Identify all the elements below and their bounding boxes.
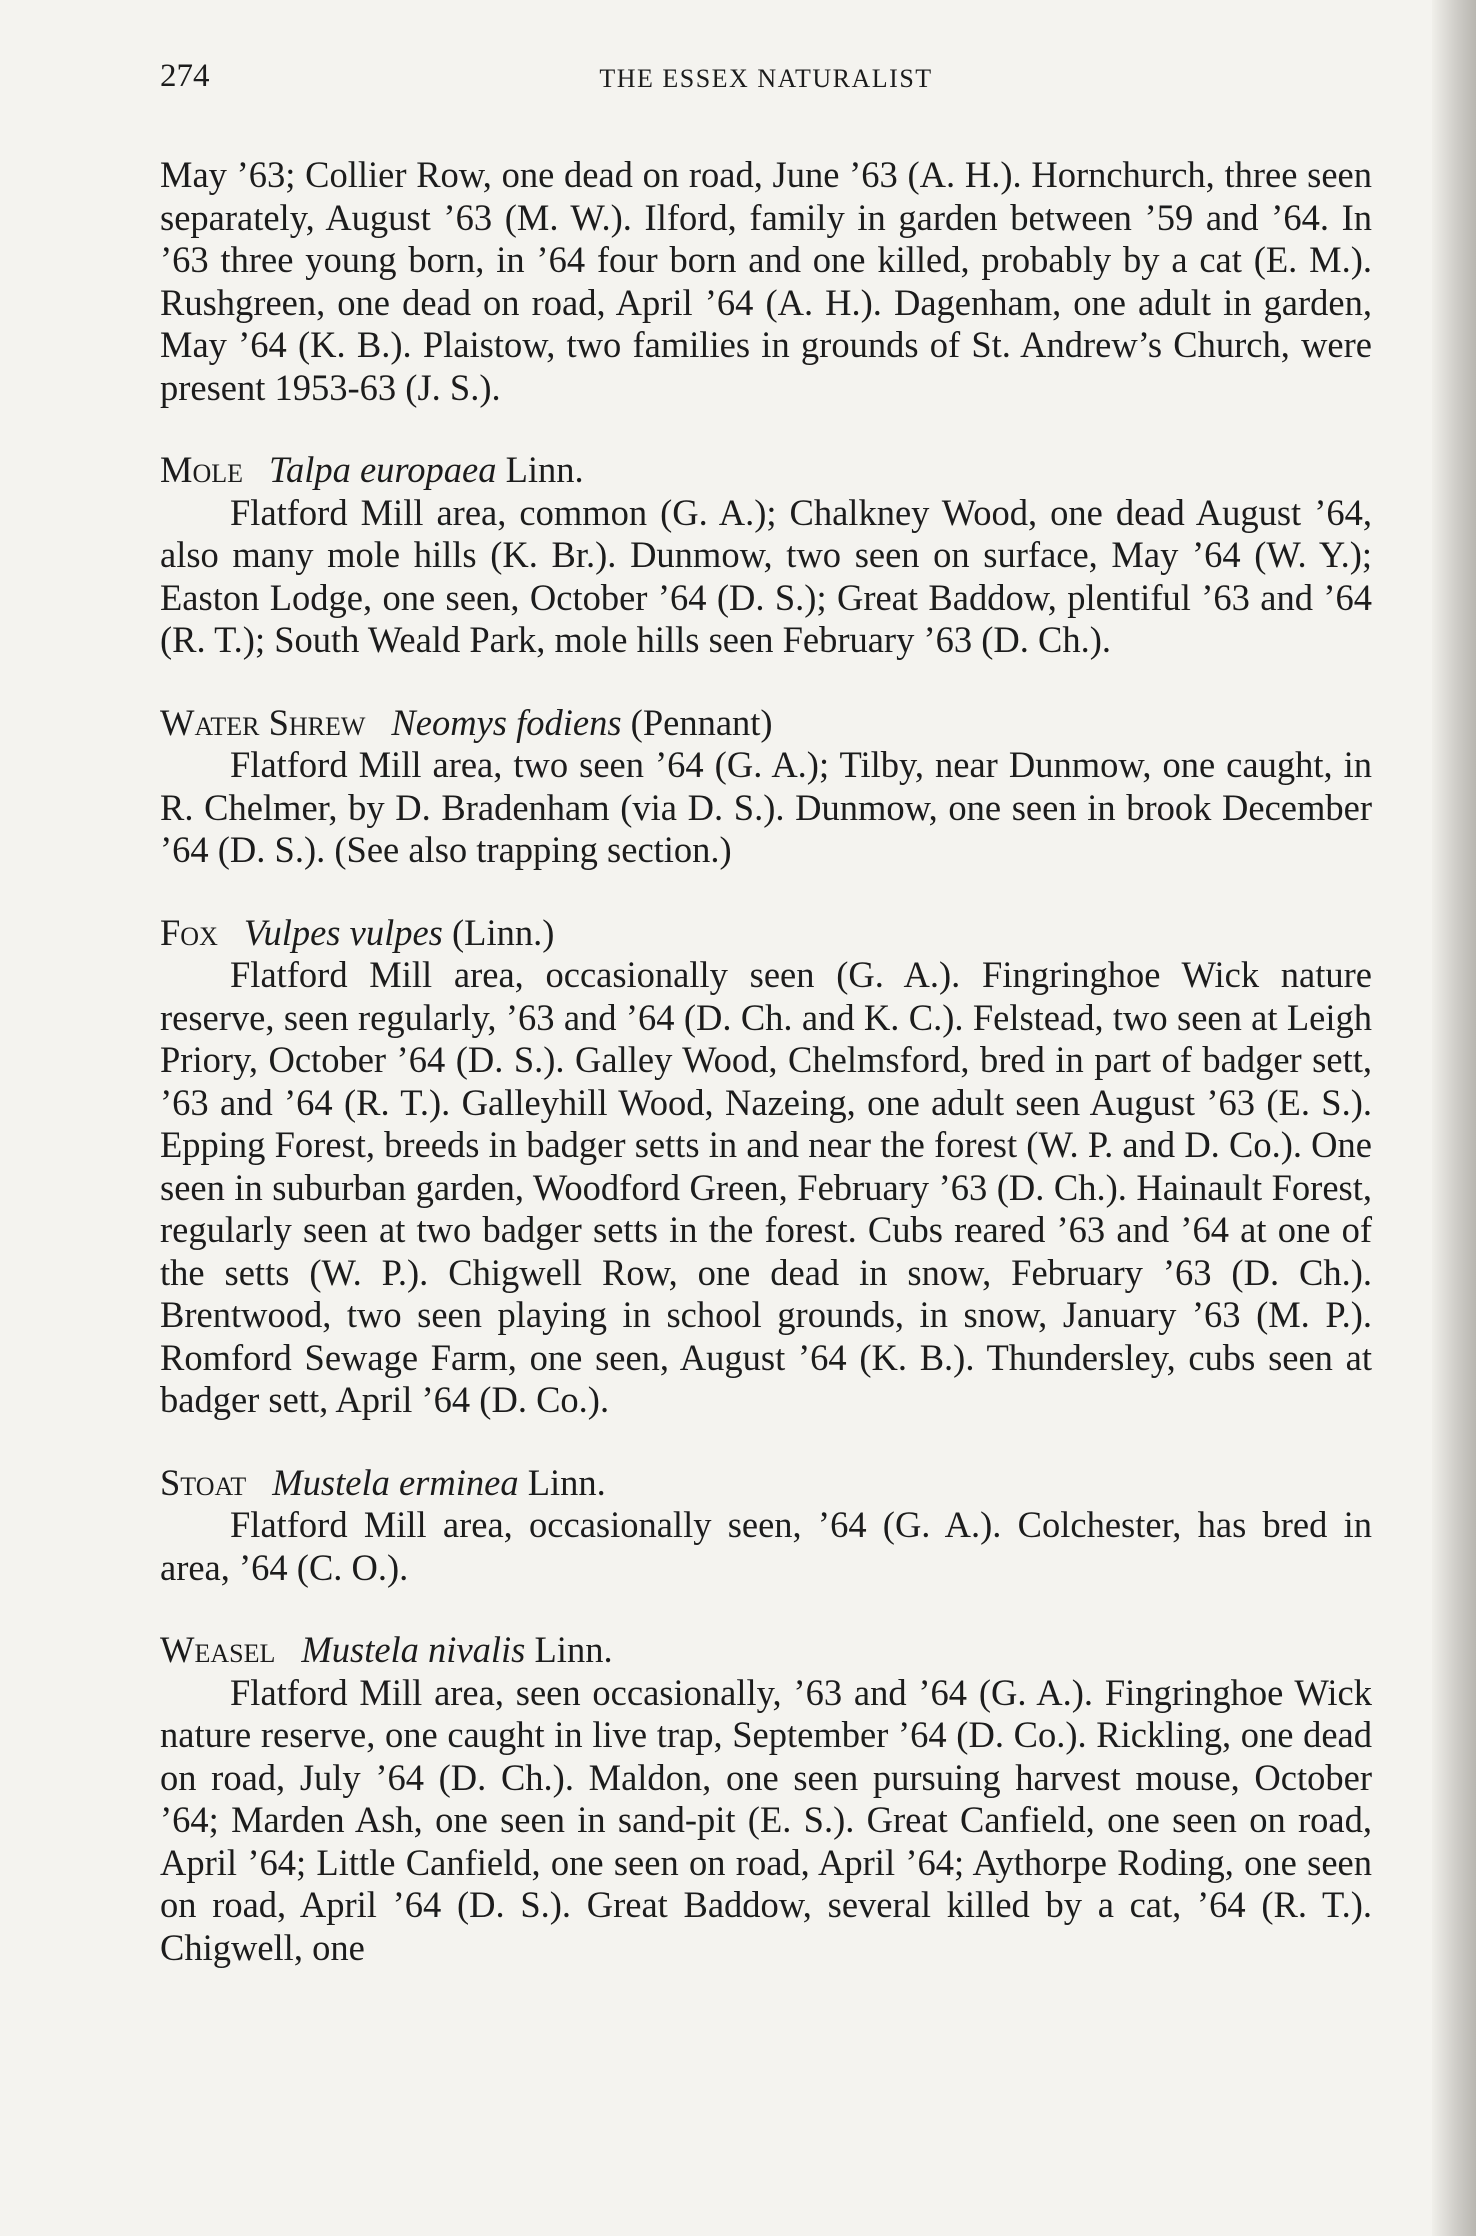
article-body [160,154,1372,1969]
common-name: Weasel [160,1629,276,1670]
scan-shadow-edge [1432,0,1476,2236]
species-heading [160,449,1372,492]
species-entry-weasel [160,1629,1372,1969]
common-name: Water Shrew [160,701,366,743]
species-entry-stoat [160,1462,1372,1590]
species-records: Flatford Mill area, occasionally seen, ’64 (G. A.). Colchester, has bred in area, ’64 (C. O.). [160,1504,1372,1588]
authority: Linn. [534,1629,613,1670]
species-entry-mole [160,449,1372,662]
page-number: 274 [160,58,210,94]
scientific-name: Mustela erminea [272,1461,519,1503]
journal-title: THE ESSEX NATURALIST [599,64,933,93]
species-records: Flatford Mill area, common (G. A.); Chalkney Wood, one dead August ’64, also many mole hills (K. Br.). Dunmow, two seen on surface, May ’64 (W. Y.); Easton Lodge, one seen, October ’64 (D. S.); Great Baddow, plentiful ’63 and ’64 (R. T.); South Weald Park, mole hills seen February ’63 (D. Ch.). [160,491,1372,660]
species-heading [160,1629,1372,1672]
authority: Linn. [527,1461,606,1503]
species-records: Flatford Mill area, two seen ’64 (G. A.); Tilby, near Dunmow, one caught, in R. Chelmer, by D. Bradenham (via D. S.). Dunmow, one seen in brook December ’64 (D. S.). (See also trapping section.) [160,744,1372,870]
common-name: Stoat [160,1461,247,1503]
book-page [160,58,1372,1969]
scientific-name: Talpa europaea [269,449,497,490]
species-heading [160,702,1372,745]
species-records: Flatford Mill area, seen occasionally, ’63 and ’64 (G. A.). Fingringhoe Wick nature reserve, one caught in live trap, September ’64 (D. Co.). Rickling, one dead on road, July ’64 (D. Ch.). Maldon, one seen pursuing harvest mouse, October ’64; Marden Ash, one seen in sand-pit (E. S.). Great Canfield, one seen on road, April ’64; Little Canfield, one seen on road, April ’64; Aythorpe Roding, one seen on road, April ’64 (D. S.). Great Baddow, several killed by a cat, ’64 (R. T.). Chigwell, one [160,1671,1372,1968]
authority: (Pennant) [630,701,773,743]
common-name: Fox [160,911,218,953]
species-entry-fox [160,912,1372,1422]
species-heading [160,1462,1372,1505]
species-entry-water-shrew [160,702,1372,872]
scientific-name: Vulpes vulpes [243,911,443,953]
common-name: Mole [160,449,243,490]
running-head [160,58,1372,102]
species-records: Flatford Mill area, occasionally seen (G. A.). Fingringhoe Wick nature reserve, seen regularly, ’63 and ’64 (D. Ch. and K. C.). Felstead, two seen at Leigh Priory, October ’64 (D. S.). Galley Wood, Chelmsford, bred in part of badger sett, ’63 and ’64 (R. T.). Galleyhill Wood, Nazeing, one adult seen August ’63 (E. S.). Epping Forest, breeds in badger setts in and near the forest (W. P. and D. Co.). One seen in suburban garden, Woodford Green, February ’63 (D. Ch.). Hainault Forest, regularly seen at two badger setts in the forest. Cubs reared ’63 and ’64 at one of the setts (W. P.). Chigwell Row, one dead in snow, February ’63 (D. Ch.). Brentwood, two seen playing in school grounds, in snow, January ’63 (M. P.). Romford Sewage Farm, one seen, August ’64 (K. B.). Thundersley, cubs seen at badger sett, April ’64 (D. Co.). [160,954,1372,1420]
scientific-name: Mustela nivalis [301,1629,526,1670]
authority: (Linn.) [452,911,555,953]
authority: Linn. [505,449,584,490]
species-heading [160,912,1372,955]
scientific-name: Neomys fodiens [391,701,622,743]
opening-paragraph: May ’63; Collier Row, one dead on road, June ’63 (A. H.). Hornchurch, three seen separately, August ’63 (M. W.). Ilford, family in garden between ’59 and ’64. In ’63 three young born, in ’64 four born and one killed, probably by a cat (E. M.). Rushgreen, one dead on road, April ’64 (A. H.). Dagenham, one adult in garden, May ’64 (K. B.). Plaistow, two families in grounds of St. Andrew’s Church, were present 1953-63 (J. S.). [160,154,1372,408]
